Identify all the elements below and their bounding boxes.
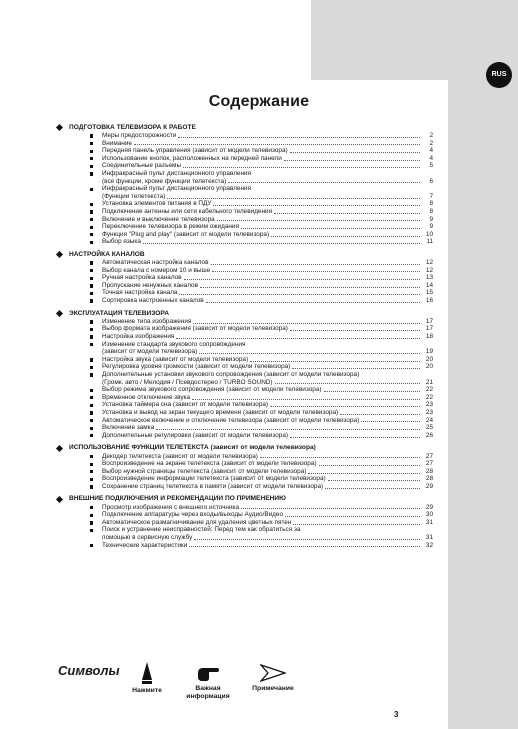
square-bullet-icon <box>90 150 93 153</box>
toc-entry[interactable] <box>55 147 433 155</box>
toc-page-number: 28 <box>425 467 433 475</box>
page-number: 3 <box>394 710 399 719</box>
toc-page-number: 21 <box>425 378 433 386</box>
toc-entry[interactable] <box>55 216 433 224</box>
toc-entry[interactable] <box>55 526 433 541</box>
toc-entry-text: Временное отключение звука <box>102 393 191 401</box>
dot-leader <box>192 399 420 400</box>
section-heading-text: НАСТРОЙКА КАНАЛОВ <box>69 250 145 258</box>
dot-leader <box>156 429 420 430</box>
diamond-bullet-icon <box>56 444 63 451</box>
toc-page-number: 10 <box>425 230 433 238</box>
toc-entry[interactable] <box>55 409 433 417</box>
toc-entry[interactable] <box>55 504 433 512</box>
square-bullet-icon <box>90 233 93 236</box>
toc-entry-text: (зависит от модели телевизора) <box>102 348 198 356</box>
square-bullet-icon <box>90 404 93 407</box>
dot-leader <box>271 236 420 237</box>
toc-page-number: 31 <box>425 534 433 542</box>
square-bullet-icon <box>90 366 93 369</box>
toc-entry-text: Выбор нужной страницы телетекста (зависит от модели телевизора) <box>102 467 307 475</box>
press-icon <box>142 662 152 684</box>
toc-page-number: 4 <box>429 154 433 162</box>
dot-leader <box>200 287 420 288</box>
dot-leader <box>260 457 420 458</box>
toc-page-number: 19 <box>425 348 433 356</box>
toc-entry[interactable] <box>55 453 433 461</box>
dot-leader <box>213 205 420 206</box>
toc-page-number: 15 <box>425 289 433 297</box>
dot-leader <box>206 302 420 303</box>
toc-entry-text: Внимание <box>102 139 132 147</box>
toc-entry-text: Инфракрасный пульт дистанционного управления <box>102 185 252 193</box>
legend-important-label: Важная информация <box>186 685 230 700</box>
dot-leader <box>193 323 420 324</box>
dot-leader <box>290 330 420 331</box>
section-heading <box>55 250 433 259</box>
section-heading <box>55 444 433 453</box>
toc-entry[interactable] <box>55 511 433 519</box>
dot-leader <box>319 465 420 466</box>
toc-page-number: 32 <box>425 541 433 549</box>
toc-entry[interactable] <box>55 289 433 297</box>
toc-page-number: 12 <box>425 266 433 274</box>
toc-entry[interactable] <box>55 401 433 409</box>
toc-entry-text: Соединительные разъемы <box>102 162 182 170</box>
square-bullet-icon <box>90 188 93 191</box>
toc-entry-text: Дополнительные регулировки (зависит от модели телевизора) <box>102 431 289 439</box>
toc-entry[interactable] <box>55 483 433 491</box>
toc-entry-text: (Функции телетекста) <box>102 192 166 200</box>
square-bullet-icon <box>90 478 93 481</box>
dot-leader <box>284 160 420 161</box>
toc-section <box>55 444 433 491</box>
section-heading-text: ИСПОЛЬЗОВАНИЕ ФУНКЦИИ ТЕЛЕТЕКСТА (зависит от модели телевизора) <box>69 444 316 452</box>
dot-leader <box>179 294 420 295</box>
toc-entry[interactable] <box>55 341 433 356</box>
toc-entry-text: Технические характеристики <box>102 541 188 549</box>
language-badge: RUS <box>486 62 512 88</box>
toc-entry-text: Включение замка <box>102 424 155 432</box>
dot-leader <box>274 213 420 214</box>
diamond-bullet-icon <box>56 496 63 503</box>
toc-entry-text: помощью в сервисную службу <box>102 534 193 542</box>
toc-section <box>55 123 433 246</box>
toc-page-number: 28 <box>425 475 433 483</box>
toc-entry[interactable] <box>55 297 433 305</box>
dot-leader <box>285 516 420 517</box>
toc-entry-text: Выбор канала с номером 10 и выше <box>102 266 211 274</box>
toc-entry-text: Изменение типа изображения <box>102 317 192 325</box>
dot-leader <box>250 361 420 362</box>
toc-entry-text: Автоматическая настройка каналов <box>102 259 209 267</box>
square-bullet-icon <box>90 419 93 422</box>
toc-entry-text: Настройка звука (зависит от модели телевизора) <box>102 355 249 363</box>
page-title: Содержание <box>208 93 310 110</box>
toc-entry[interactable] <box>55 170 433 185</box>
square-bullet-icon <box>90 241 93 244</box>
toc-entry-text: Установка таймера сна (зависит от модели телевизора) <box>102 401 269 409</box>
toc-entry[interactable] <box>55 475 433 483</box>
toc-page-number: 23 <box>425 401 433 409</box>
toc-page-number: 16 <box>425 297 433 305</box>
legend-title: Символы <box>58 663 120 678</box>
square-bullet-icon <box>90 514 93 517</box>
square-bullet-icon <box>90 434 93 437</box>
pointing-hand-icon <box>197 664 219 682</box>
dot-leader <box>212 271 420 272</box>
toc-entry-text: Установка элементов питания в ПДУ <box>102 200 212 208</box>
toc-entry[interactable] <box>55 208 433 216</box>
legend-note-label: Примечание <box>252 685 294 692</box>
toc-page-number: 11 <box>426 238 433 246</box>
toc-entry-text: Сортировка настроенных каналов <box>102 297 204 305</box>
square-bullet-icon <box>90 396 93 399</box>
toc-entry[interactable] <box>55 200 433 208</box>
toc-entry-text: Инфракрасный пульт дистанционного управления <box>102 169 252 177</box>
dot-leader <box>290 437 420 438</box>
square-bullet-icon <box>90 335 93 338</box>
toc-page-number: 22 <box>425 386 433 394</box>
dot-leader <box>292 368 420 369</box>
square-bullet-icon <box>90 529 93 532</box>
toc-page-number: 20 <box>425 355 433 363</box>
toc-page-number: 14 <box>425 281 433 289</box>
square-bullet-icon <box>90 226 93 229</box>
toc-entry-text: Выбор режима звукового сопровождения (зависит от модели телевизора) <box>102 386 322 394</box>
toc-entry[interactable] <box>55 386 433 394</box>
toc-section <box>55 309 433 440</box>
toc-entry-text: Выбор формата изображения (зависит от модели телевизора) <box>102 325 288 333</box>
toc-page-number: 26 <box>425 431 433 439</box>
toc-page-number: 9 <box>429 223 433 231</box>
toc-entry[interactable] <box>55 223 433 231</box>
toc-page-number: 13 <box>425 274 433 282</box>
section-heading <box>55 123 433 132</box>
square-bullet-icon <box>90 284 93 287</box>
toc-entry[interactable] <box>55 274 433 282</box>
dot-leader <box>325 488 420 489</box>
toc-page-number: 18 <box>425 333 433 341</box>
square-bullet-icon <box>90 544 93 547</box>
square-bullet-icon <box>90 343 93 346</box>
square-bullet-icon <box>90 411 93 414</box>
toc-entry-text: Функция "Plug and play" (зависит от модели телевизора) <box>102 230 270 238</box>
toc-entry-text: Просмотр изображения с внешнего источника <box>102 503 240 511</box>
toc-page-number: 7 <box>429 192 433 200</box>
square-bullet-icon <box>90 506 93 509</box>
toc-entry-text: Меры предосторожности <box>102 132 177 139</box>
square-bullet-icon <box>90 455 93 458</box>
square-bullet-icon <box>90 203 93 206</box>
dot-leader <box>293 524 420 525</box>
dot-leader <box>361 421 420 422</box>
toc-section <box>55 250 433 305</box>
toc-page-number: 9 <box>429 215 433 223</box>
dot-leader <box>184 279 420 280</box>
toc-entry[interactable] <box>55 460 433 468</box>
legend-important <box>178 664 238 701</box>
toc-page-number: 24 <box>425 416 433 424</box>
table-of-contents <box>55 123 433 553</box>
toc-page-number: 12 <box>425 259 433 267</box>
dot-leader <box>211 264 420 265</box>
toc-entry-text: Передняя панель управления (зависит от модели телевизора) <box>102 147 288 155</box>
square-bullet-icon <box>90 328 93 331</box>
toc-entry-text: Ручная настройка каналов <box>102 274 182 282</box>
toc-entry[interactable] <box>55 155 433 163</box>
dot-leader <box>199 353 420 354</box>
square-bullet-icon <box>90 172 93 175</box>
toc-entry-text: (Громк. авто / Мелодия / Псевдостерео / TURBO SOUND) <box>102 378 273 386</box>
dot-leader <box>228 182 420 183</box>
legend-press <box>128 662 166 695</box>
legend-press-label: Нажмите <box>132 687 162 694</box>
toc-entry-text: Точная настройка канала <box>102 289 178 297</box>
square-bullet-icon <box>90 210 93 213</box>
square-bullet-icon <box>90 463 93 466</box>
toc-entry-text: Автоматическое размагничивание для удаления цветных пятен <box>102 518 292 526</box>
toc-entry[interactable] <box>55 325 433 333</box>
toc-entry-text: Пропускание ненужных каналов <box>102 281 198 289</box>
dot-leader <box>183 167 420 168</box>
square-bullet-icon <box>90 427 93 430</box>
dot-leader <box>167 198 420 199</box>
toc-page-number: 4 <box>429 147 433 155</box>
toc-entry-text: Сохранение страниц телетекста в памяти (зависит от модели телевизора) <box>102 482 324 490</box>
toc-entry-text: Настройка изображения <box>102 333 175 341</box>
toc-page-number: 31 <box>425 518 433 526</box>
section-heading-text: ПОДГОТОВКА ТЕЛЕВИЗОРА К РАБОТЕ <box>69 123 196 131</box>
toc-entry[interactable] <box>55 542 433 550</box>
square-bullet-icon <box>90 134 93 137</box>
toc-entry-text: Переключение телевизора в режим ожидания <box>102 223 239 231</box>
toc-entry-text: Подключение аппаратуры через входы/выходы Аудио/Видео <box>102 511 284 519</box>
toc-entry-text: Использование кнопок, расположенных на передней панели <box>102 154 282 162</box>
toc-entry[interactable] <box>55 356 433 364</box>
toc-entry-text: Декодер телетекста (зависит от модели телевизора) <box>102 452 258 460</box>
toc-entry[interactable] <box>55 363 433 371</box>
square-bullet-icon <box>90 157 93 160</box>
toc-entry-text: Установка и вывод на экран текущего времени (зависит от модели телевизора) <box>102 408 339 416</box>
dot-leader <box>134 144 420 145</box>
toc-page-number: 20 <box>425 363 433 371</box>
section-heading-text: ЭКСПЛУАТАЦИЯ ТЕЛЕВИЗОРА <box>69 309 169 317</box>
square-bullet-icon <box>90 299 93 302</box>
square-bullet-icon <box>90 261 93 264</box>
toc-page-number: 17 <box>425 317 433 325</box>
toc-page-number: 8 <box>429 200 433 208</box>
section-heading <box>55 309 433 318</box>
section-heading <box>55 495 433 504</box>
square-bullet-icon <box>90 373 93 376</box>
toc-page-number: 27 <box>425 452 433 460</box>
toc-entry[interactable] <box>55 132 433 140</box>
section-heading-text: ВНЕШНИЕ ПОДКЛЮЧЕНИЯ И РЕКОМЕНДАЦИИ ПО ПРИМЕНЕНИЮ <box>69 495 286 503</box>
dot-leader <box>275 383 420 384</box>
square-bullet-icon <box>90 269 93 272</box>
square-bullet-icon <box>90 142 93 145</box>
dot-leader <box>217 220 420 221</box>
toc-page-number: 5 <box>429 162 433 170</box>
toc-entry[interactable] <box>55 238 433 246</box>
toc-entry-text: Воспроизведение на экране телетекста (зависит от модели телевизора) <box>102 460 317 468</box>
dot-leader <box>340 414 420 415</box>
dot-leader <box>178 137 420 138</box>
toc-entry[interactable] <box>55 468 433 476</box>
toc-page-number: 2 <box>429 132 433 139</box>
toc-entry[interactable] <box>55 259 433 267</box>
dot-leader <box>290 152 420 153</box>
dot-leader <box>143 243 420 244</box>
toc-section <box>55 495 433 550</box>
square-bullet-icon <box>90 320 93 323</box>
diamond-bullet-icon <box>56 124 63 131</box>
toc-page-number: 25 <box>425 424 433 432</box>
square-bullet-icon <box>90 389 93 392</box>
toc-page-number: 6 <box>429 177 433 185</box>
toc-page-number: 30 <box>425 511 433 519</box>
toc-page-number: 29 <box>425 482 433 490</box>
dot-leader <box>324 391 421 392</box>
dot-leader <box>241 508 420 509</box>
toc-page-number: 22 <box>425 393 433 401</box>
toc-page-number: 8 <box>429 207 433 215</box>
toc-entry-text: Воспроизведение информации телетекста (зависит от модели телевизора) <box>102 475 326 483</box>
dot-leader <box>189 546 420 547</box>
square-bullet-icon <box>90 277 93 280</box>
toc-entry[interactable] <box>55 424 433 432</box>
dot-leader <box>270 406 420 407</box>
toc-page-number: 27 <box>425 460 433 468</box>
toc-entry[interactable] <box>55 333 433 341</box>
diamond-bullet-icon <box>56 251 63 258</box>
toc-entry-text: Выбор языка <box>102 238 141 246</box>
square-bullet-icon <box>90 218 93 221</box>
square-bullet-icon <box>90 165 93 168</box>
square-bullet-icon <box>90 485 93 488</box>
toc-entry[interactable] <box>55 162 433 170</box>
toc-entry[interactable] <box>55 371 433 386</box>
toc-entry-text: Изменение стандарта звукового сопровождения <box>102 340 246 348</box>
square-bullet-icon <box>90 292 93 295</box>
square-bullet-icon <box>90 358 93 361</box>
toc-page-number: 23 <box>425 408 433 416</box>
dot-leader <box>194 539 420 540</box>
toc-entry-text: Дополнительные установки звукового сопровождения (зависит от модели телевизора) <box>102 371 360 378</box>
dot-leader <box>176 338 420 339</box>
dot-leader <box>241 228 420 229</box>
diamond-bullet-icon <box>56 310 63 317</box>
toc-entry-text: (все функции, кроме функции телетекста) <box>102 177 227 185</box>
toc-entry-text: Регулировка уровня громкости (зависит от модели телевизора) <box>102 363 291 371</box>
toc-entry[interactable] <box>55 140 433 148</box>
legend-note <box>244 664 302 693</box>
square-bullet-icon <box>90 470 93 473</box>
dot-leader <box>328 480 420 481</box>
toc-entry-text: Включение и выключение телевизора <box>102 215 215 223</box>
toc-entry-text: Автоматическое включение и отключение телевизора (зависит от модели телевизора) <box>102 416 360 424</box>
dot-leader <box>308 473 420 474</box>
toc-entry-text: Поиск и устранение неисправностей: Перед тем как обратиться за <box>102 526 301 534</box>
toc-page-number: 2 <box>429 139 433 147</box>
toc-entry-text: Подключение антенны или сети кабельного телевидения <box>102 207 273 215</box>
square-bullet-icon <box>90 521 93 524</box>
toc-entry[interactable] <box>55 185 433 200</box>
toc-page-number: 17 <box>425 325 433 333</box>
note-arrow-icon <box>260 664 286 682</box>
toc-entry[interactable] <box>55 417 433 425</box>
toc-page-number: 29 <box>425 503 433 511</box>
toc-entry[interactable] <box>55 432 433 440</box>
